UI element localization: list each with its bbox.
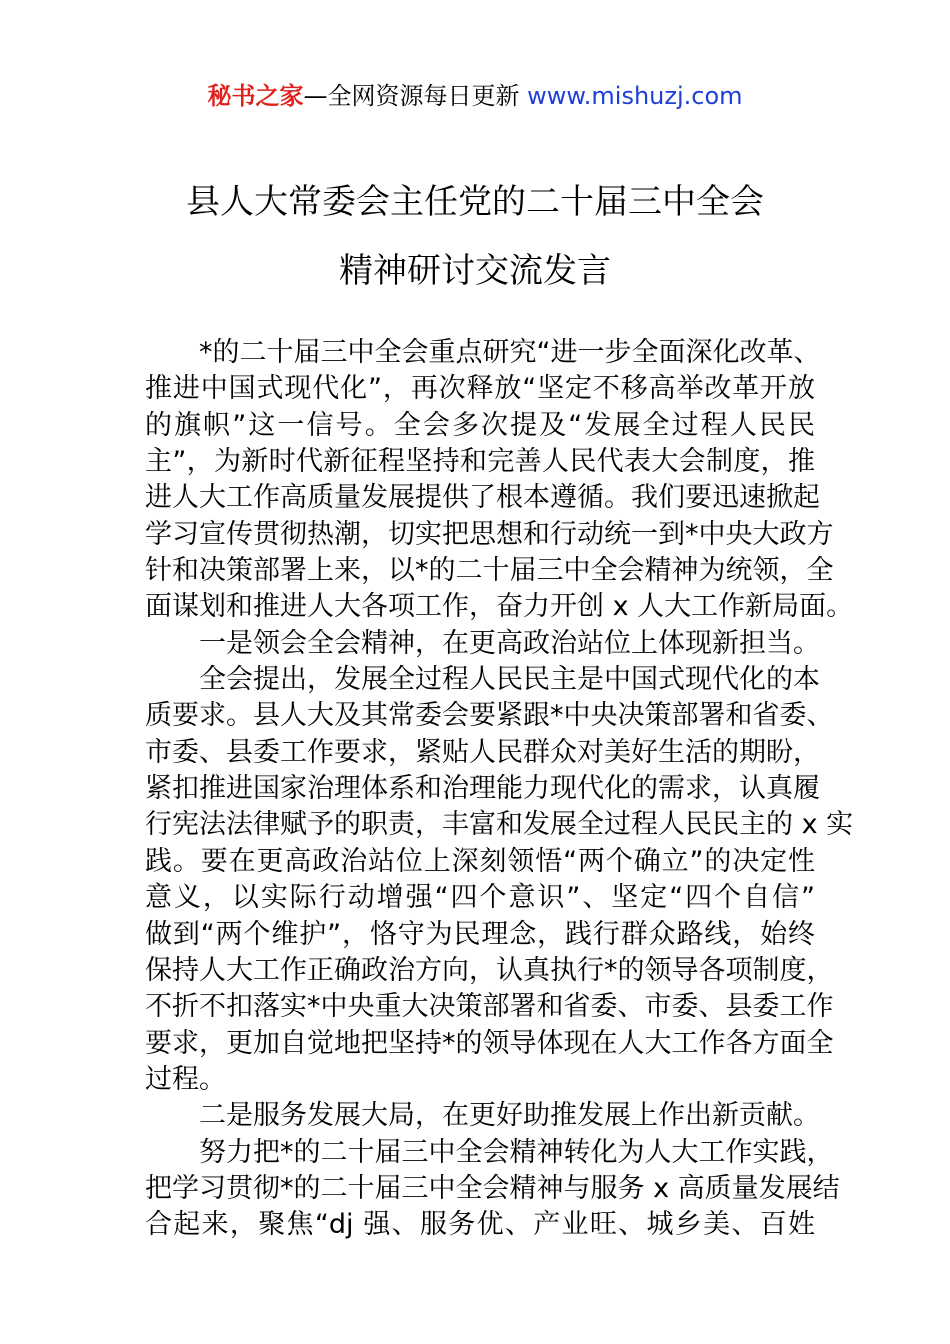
document-title-line-1: 县人大常委会主任党的二十届三中全会 <box>186 182 764 222</box>
section-heading-1: 一是领会全会精神，在更高政治站位上体现新担当。 <box>199 627 820 659</box>
document-body <box>145 335 854 1244</box>
body-line: 紧扣推进国家治理体系和治理能力现代化的需求，认真履 <box>145 773 820 805</box>
body-line: 把学习贯彻*的二十届三中全会精神与服务 x 高质量发展结 <box>145 1172 840 1204</box>
body-line: 过程。 <box>145 1063 226 1095</box>
body-line: 要求，更加自觉地把坚持*的领导体现在人大工作各方面全 <box>145 1027 834 1059</box>
section-heading-2: 二是服务发展大局，在更好助推发展上作出新贡献。 <box>199 1100 820 1132</box>
body-line: 保持人大工作正确政治方向，认真执行*的领导各项制度， <box>145 954 834 986</box>
body-line: 做到“两个维护”，恪守为民理念，践行群众路线，始终 <box>145 918 815 950</box>
body-line: 不折不扣落实*中央重大决策部署和省委、市委、县委工作 <box>145 991 834 1023</box>
body-line: *的二十届三中全会重点研究“进一步全面深化改革、 <box>199 337 821 368</box>
body-line: 质要求。县人大及其常委会要紧跟*中央决策部署和省委、 <box>145 700 834 732</box>
site-url-link[interactable]: www.mishuzj.com <box>527 82 743 110</box>
body-line: 面谋划和推进人大各项工作，奋力开创 x 人大工作新局面。 <box>145 591 854 623</box>
body-line: 努力把*的二十届三中全会精神转化为人大工作实践， <box>199 1136 834 1168</box>
site-tagline: —全网资源每日更新 <box>303 82 528 110</box>
body-line: 全会提出，发展全过程人民民主是中国式现代化的本 <box>199 664 820 696</box>
body-line: 学习宣传贯彻热潮，切实把思想和行动统一到*中央大政方 <box>145 518 834 550</box>
body-line: 意义，以实际行动增强“四个意识”、坚定“四个自信” <box>145 882 815 914</box>
body-line: 行宪法法律赋予的职责，丰富和发展全过程人民民主的 x 实 <box>145 809 854 841</box>
body-line: 主”，为新时代新征程坚持和完善人民代表大会制度，推 <box>145 446 815 478</box>
body-line: 合起来，聚焦“dj 强、服务优、产业旺、城乡美、百姓 <box>145 1209 815 1241</box>
body-line: 践。要在更高政治站位上深刻领悟“两个确立”的决定性 <box>145 845 815 877</box>
body-line: 进人大工作高质量发展提供了根本遵循。我们要迅速掀起 <box>145 482 820 514</box>
body-line: 推进中国式现代化”，再次释放“坚定不移高举改革开放 <box>145 373 815 405</box>
body-line: 的旗帜”这一信号。全会多次提及“发展全过程人民民 <box>145 409 815 441</box>
site-header <box>0 80 950 112</box>
body-line: 市委、县委工作要求，紧贴人民群众对美好生活的期盼， <box>145 736 820 768</box>
body-line: 针和决策部署上来，以*的二十届三中全会精神为统领，全 <box>145 555 834 587</box>
document-title-line-2: 精神研讨交流发言 <box>339 251 611 291</box>
site-brand: 秘书之家 <box>207 82 304 110</box>
